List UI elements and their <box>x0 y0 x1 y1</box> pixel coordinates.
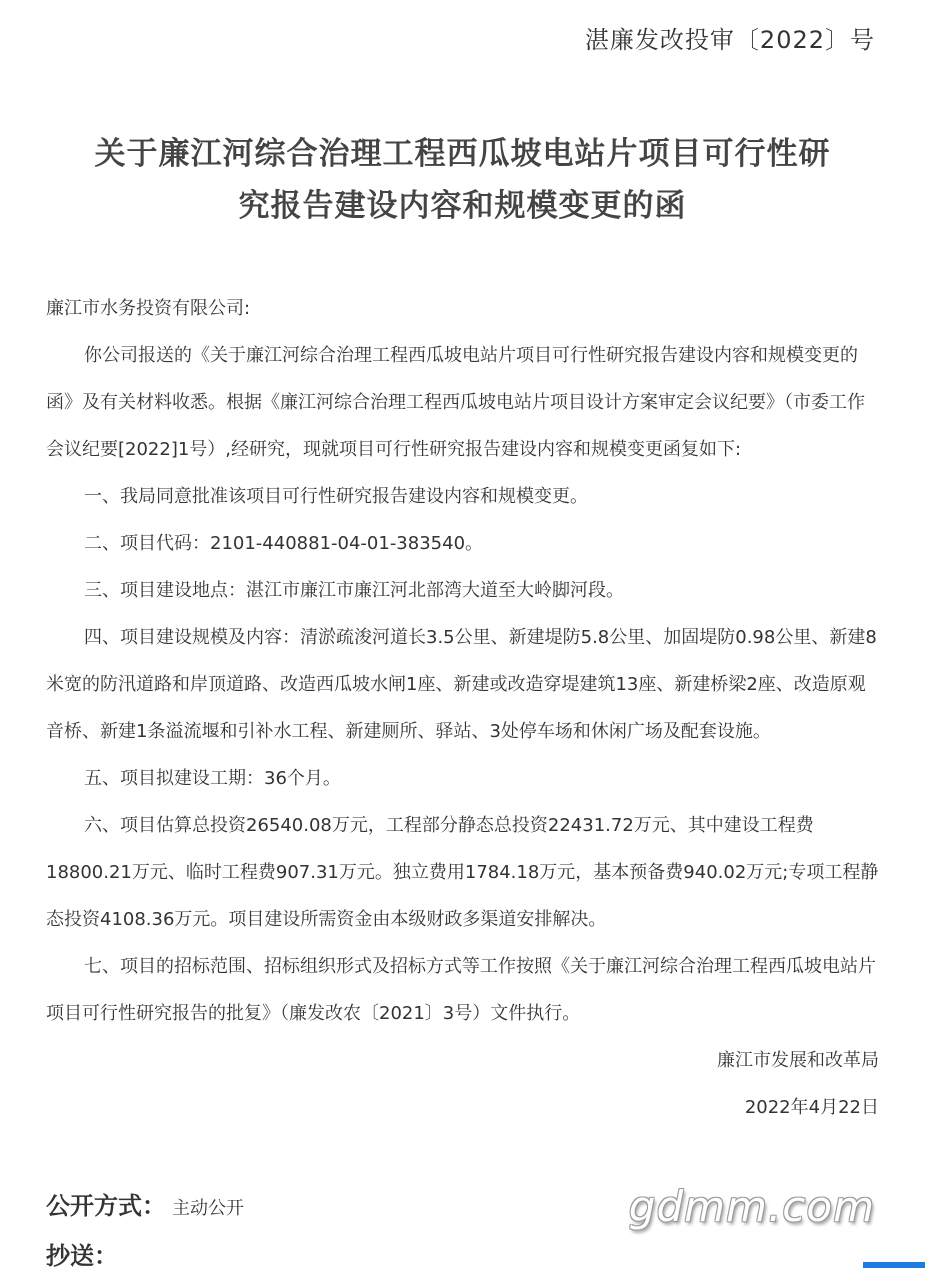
cc-label: 抄送： <box>46 1242 118 1270</box>
title-line-2: 究报告建设内容和规模变更的函 <box>238 188 687 224</box>
title-line-1: 关于廉江河综合治理工程西瓜坡电站片项目可行性研 <box>94 136 831 172</box>
document-body <box>46 285 879 1131</box>
document-title <box>40 128 885 232</box>
recipient: 廉江市水务投资有限公司: <box>46 298 251 319</box>
paragraph-item-6: 六、项目估算总投资26540.08万元，工程部分静态总投资22431.72万元、其中建设工程费18800.21万元、临时工程费907.31万元。独立费用1784.18万元，基本预备费940.02万元;专项工程静态投资4108.36万元。项目建设所需资金由本级财政多渠道安排解决。 <box>46 815 879 930</box>
paragraph-item-1: 一、我局同意批准该项目可行性研究报告建设内容和规模变更。 <box>84 486 588 507</box>
paragraph-intro: 你公司报送的《关于廉江河综合治理工程西瓜坡电站片项目可行性研究报告建设内容和规模变更的函》及有关材料收悉。根据《廉江河综合治理工程西瓜坡电站片项目设计方案审定会议纪要》（市委工作会议纪要[2022]1号）,经研究，现就项目可行性研究报告建设内容和规模变更函复如下: <box>46 345 865 460</box>
disclosure-line <box>46 1186 244 1221</box>
signature-date: 2022年4月22日 <box>744 1097 879 1118</box>
paragraph-item-2: 二、项目代码：2101-440881-04-01-383540。 <box>84 533 484 554</box>
disclosure-value: 主动公开 <box>172 1198 244 1219</box>
watermark-logo: gdmm.com <box>628 1182 875 1231</box>
paragraph-item-4: 四、项目建设规模及内容：清淤疏浚河道长3.5公里、新建堤防5.8公里、加固堤防0.98公里、新建8米宽的防汛道路和岸顶道路、改造西瓜坡水闸1座、新建或改造穿堤建筑13座、新建桥梁2座、改造原观音桥、新建1条溢流堰和引补水工程、新建厕所、驿站、3处停车场和休闲广场及配套设施。 <box>46 627 877 742</box>
paragraph-item-3: 三、项目建设地点：湛江市廉江市廉江河北部湾大道至大岭脚河段。 <box>84 580 624 601</box>
signature-org: 廉江市发展和改革局 <box>717 1050 879 1071</box>
paragraph-item-5: 五、项目拟建设工期：36个月。 <box>84 768 341 789</box>
scroll-indicator-bar <box>863 1262 925 1268</box>
document-number: 湛廉发改投审〔2022〕号 <box>584 26 875 54</box>
disclosure-label: 公开方式： <box>46 1192 166 1220</box>
paragraph-item-7: 七、项目的招标范围、招标组织形式及招标方式等工作按照《关于廉江河综合治理工程西瓜坡电站片项目可行性研究报告的批复》（廉发改农〔2021〕3号）文件执行。 <box>46 956 876 1024</box>
